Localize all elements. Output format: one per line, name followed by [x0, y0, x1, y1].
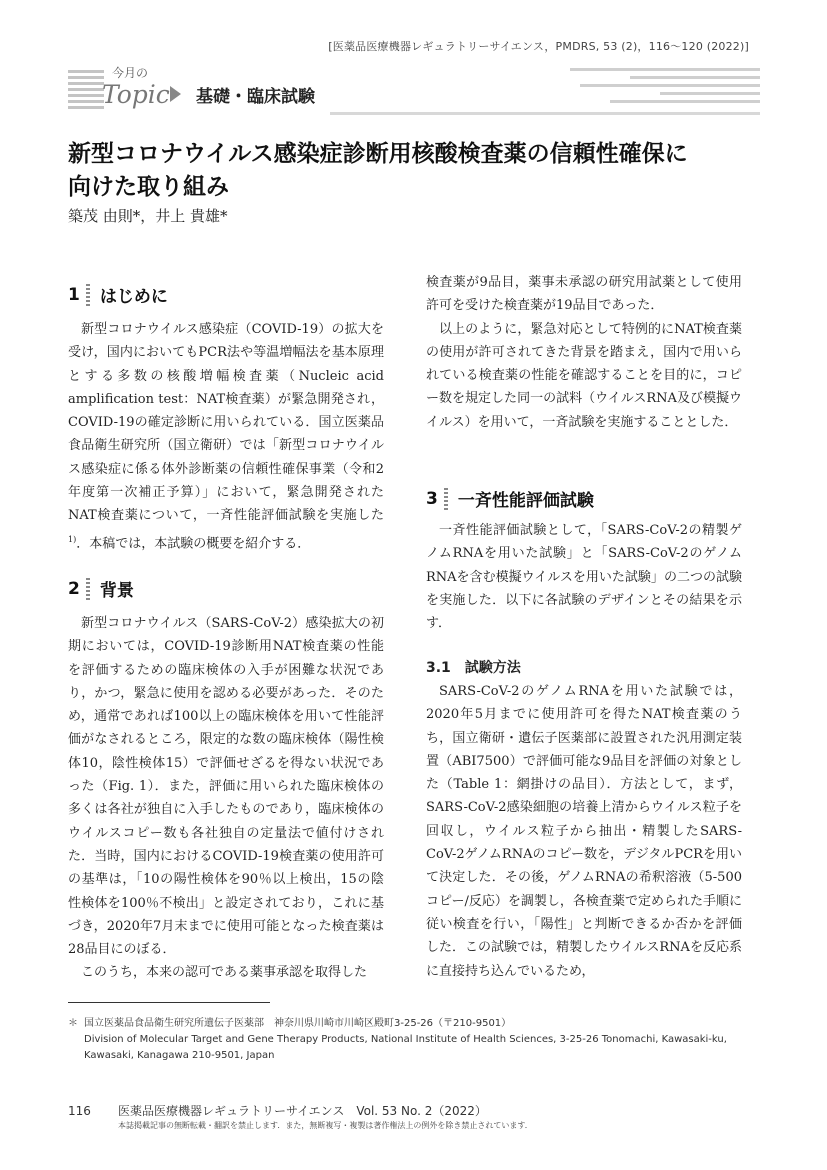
- paragraph: [68, 318, 384, 555]
- paragraph: 一斉性能評価試験として，「SARS-CoV-2の精製ゲノムRNAを用いた試験」と「SARS-CoV-2のゲノムRNAを含む模擬ウイルスを用いた試験」の二つの試験を実施した．以下に各試験のデザインとその結果を示す．: [426, 523, 742, 632]
- section-number: 1: [68, 284, 80, 305]
- page-footer: [68, 1102, 487, 1119]
- section-number: 2: [68, 578, 80, 599]
- footnote: [68, 1016, 768, 1064]
- footnote-rule: [68, 1002, 270, 1003]
- footnote-affiliation-en: Division of Molecular Target and Gene Therapy Products, National Institute of Health Sciences, 3-25-26 Tonomachi, Kawasaki-ku, Kawasaki, Kanagawa 210-9501, Japan: [84, 1034, 727, 1061]
- section-2-body: [68, 612, 384, 985]
- section-number: 3: [426, 488, 438, 509]
- topic-word: Topic: [102, 80, 170, 109]
- banner-stripes-decoration: [68, 70, 104, 115]
- topic-small-label: 今月の: [112, 66, 149, 80]
- section-title: 一斉性能評価試験: [457, 491, 594, 511]
- paragraph: SARS-CoV-2のゲノムRNAを用いた試験では，2020年5月までに使用許可を得たNAT検査薬のうち，国立衛研・遺伝子医薬部に設置された汎用測定装置（ABI7500）で評価可能な9品目を評価の対象とした（Table 1：網掛けの品目）．方法として，まず，SARS-CoV-2感染細胞の培養上清からウイルス粒子を回収し，ウイルス粒子から抽出・精製したSARS-CoV-2ゲノムRNAのコピー数を，デジタルPCRを用いて決定した．その後，ゲノムRNAの希釈溶液（5-500コピー/反応）を調製し，各検査薬で定められた手順に従い検査を行い，「陽性」と判断できるか否かを評価した．この試験では，精製したウイルスRNAを反応系に直接持ち込んでいるため，: [426, 684, 742, 979]
- topic-category: 基礎・臨床試験: [196, 87, 315, 107]
- paragraph: このうち，本来の認可である薬事承認を取得した: [81, 965, 368, 981]
- article-title-line1: 新型コロナウイルス感染症診断用核酸検査薬の信頼性確保に: [68, 141, 688, 167]
- section-1-heading: [68, 282, 168, 307]
- section-title: 背景: [99, 581, 134, 601]
- triangle-arrow-icon: [170, 86, 181, 102]
- section-1-body: [68, 318, 384, 555]
- paragraph-text: ．本稿では，本試験の概要を紹介する．: [76, 536, 311, 551]
- journal-name: 医薬品医療機器レギュラトリーサイエンス Vol. 53 No. 2（2022）: [118, 1104, 487, 1118]
- section-3-body: [426, 519, 742, 635]
- reference-mark: 1): [68, 534, 77, 544]
- paragraph: 以上のように，緊急対応として特例的にNAT検査薬の使用が許可されてきた背景を踏まえ，国内で用いられている検査薬の性能を確認することを目的に，コピー数を規定した同一の試料（ウイルスRNA及び模擬ウイルス）を用いて，一斉試験を実施することとした．: [426, 321, 742, 430]
- running-head: [医薬品医療機器レギュラトリーサイエンス，PMDRS, 53 (2)，116～120 (2022)]: [328, 40, 749, 53]
- article-title-line2: 向けた取り組み: [68, 174, 229, 200]
- section-bar-decoration: [86, 578, 90, 600]
- banner-lines-decoration: [330, 68, 760, 118]
- right-column-intro: [426, 271, 742, 434]
- section-bar-decoration: [444, 488, 448, 510]
- authors: 築茂 由則*，井上 貴雄*: [68, 207, 228, 225]
- paragraph: 検査薬が9品目，薬事未承認の研究用試薬として使用許可を受けた検査薬が19品目であった．: [426, 275, 742, 314]
- subsection-3-1-body: [426, 680, 742, 983]
- section-title: はじめに: [99, 287, 168, 307]
- footnote-mark: ＊: [68, 1018, 78, 1029]
- section-bar-decoration: [86, 284, 90, 306]
- section-2-heading: [68, 576, 134, 601]
- footnote-jp-text: 国立医薬品食品衛生研究所遺伝子医薬部 神奈川県川崎市川崎区殿町3-25-26（〒210-9501）: [84, 1018, 512, 1029]
- article-title: [68, 138, 768, 204]
- footnote-affiliation-jp: [68, 1016, 768, 1032]
- copyright-notice: 本誌掲載記事の無断転載・翻訳を禁止します．また，無断複写・複製は著作権法上の例外を除き禁止されています．: [118, 1121, 533, 1130]
- paragraph-text: 新型コロナウイルス感染症（COVID-19）の拡大を受け，国内においてもPCR法や等温増幅法を基本原理とする多数の核酸増幅検査薬（Nucleic acid amplification test：NAT検査薬）が緊急開発され，COVID-19の確定診断に用いられている．国立医薬品食品衛生研究所（国立衛研）では「新型コロナウイルス感染症に係る体外診断薬の信頼性確保事業（令和2年度第一次補正予算）」において，緊急開発されたNAT検査薬について，一斉性能評価試験を実施した: [68, 322, 384, 524]
- page-number: 116: [68, 1104, 91, 1118]
- subsection-3-1-heading: 3.1 試験方法: [426, 660, 521, 676]
- paragraph: 新型コロナウイルス（SARS-CoV-2）感染拡大の初期においては，COVID-19診断用NAT検査薬の性能を評価するための臨床検体の入手が困難な状況であり，かつ，緊急に使用を認める必要があった．そのため，通常であれば100以上の臨床検体を用いて性能評価がなされるところ，限定的な数の臨床検体（陽性検体10，陰性検体15）で評価せざるを得ない状況であった（Fig. 1）．また，評価に用いられた臨床検体の多くは各社が独自に入手したものであり，臨床検体のウイルスコピー数も各社独自の定量法で値付けされた．当時，国内におけるCOVID-19検査薬の使用許可の基準は，「10の陽性検体を90％以上検出，15の陰性検体を100％不検出」と設定されており，これに基づき，2020年7月末までに使用可能となった検査薬は28品目にのぼる．: [68, 616, 384, 958]
- section-3-heading: [426, 486, 594, 511]
